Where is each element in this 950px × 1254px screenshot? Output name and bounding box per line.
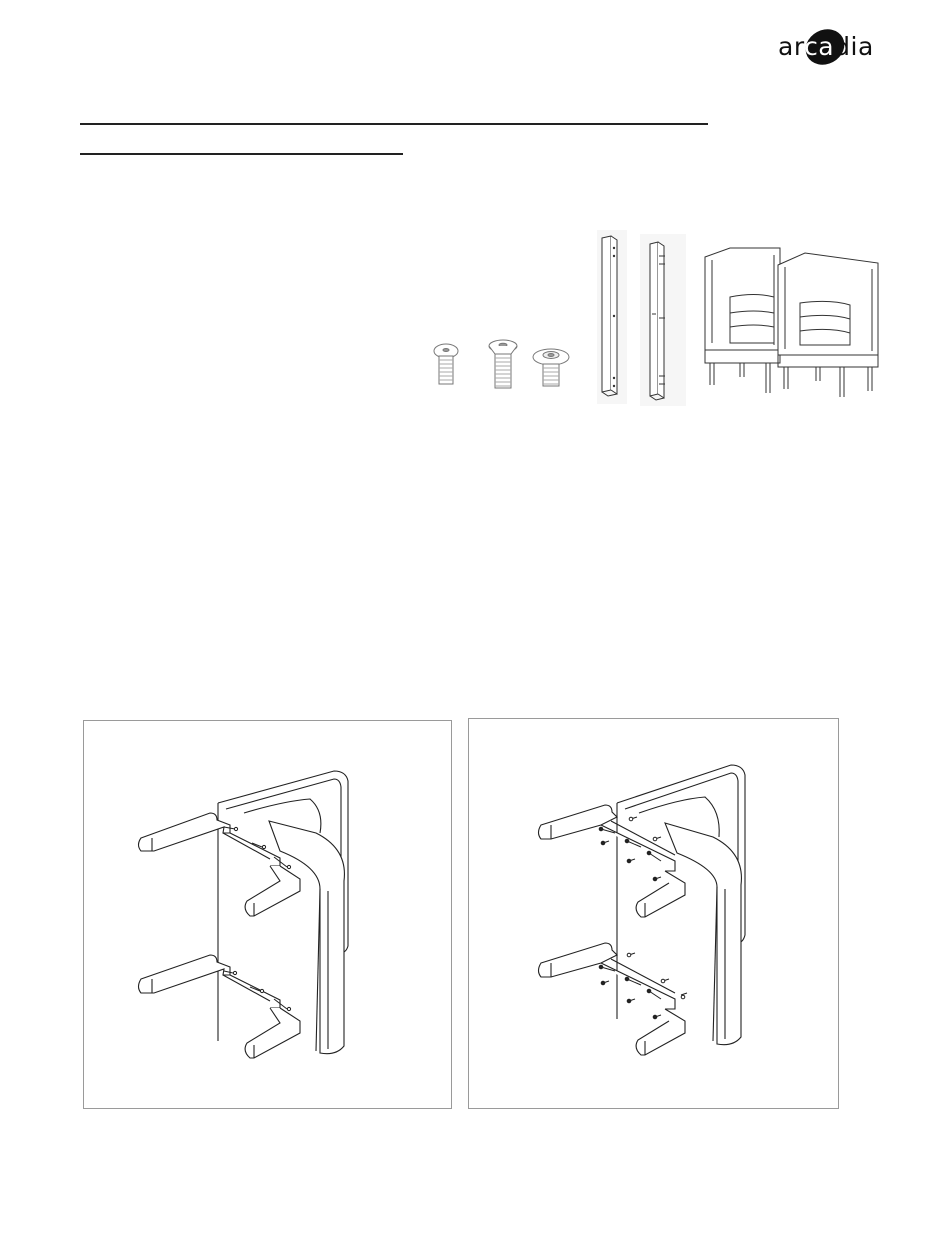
arcadia-logo bbox=[778, 28, 874, 68]
logo-text-left: ar bbox=[778, 32, 805, 61]
double-booth-seating-icon bbox=[700, 245, 885, 400]
step-2-panel bbox=[468, 718, 839, 1109]
wide-flange-screw-icon bbox=[533, 349, 569, 386]
logo-text-right: dia bbox=[834, 32, 874, 61]
title-rule-short bbox=[80, 153, 403, 155]
logo-text-mid: ca bbox=[804, 32, 835, 61]
screws-group bbox=[420, 330, 590, 400]
button-head-screw-icon bbox=[434, 344, 458, 384]
connecting-bracket-icon bbox=[597, 230, 627, 404]
sofa-upside-down-legs-exploded-icon bbox=[84, 721, 451, 1108]
logo-wordmark bbox=[778, 32, 874, 61]
sofa-legs-screws-fastened-icon bbox=[469, 719, 838, 1108]
flat-head-screw-icon bbox=[489, 340, 517, 388]
step-1-panel bbox=[83, 720, 452, 1109]
title-rule-long bbox=[80, 123, 708, 125]
connecting-bracket-with-screws-icon bbox=[640, 234, 686, 406]
